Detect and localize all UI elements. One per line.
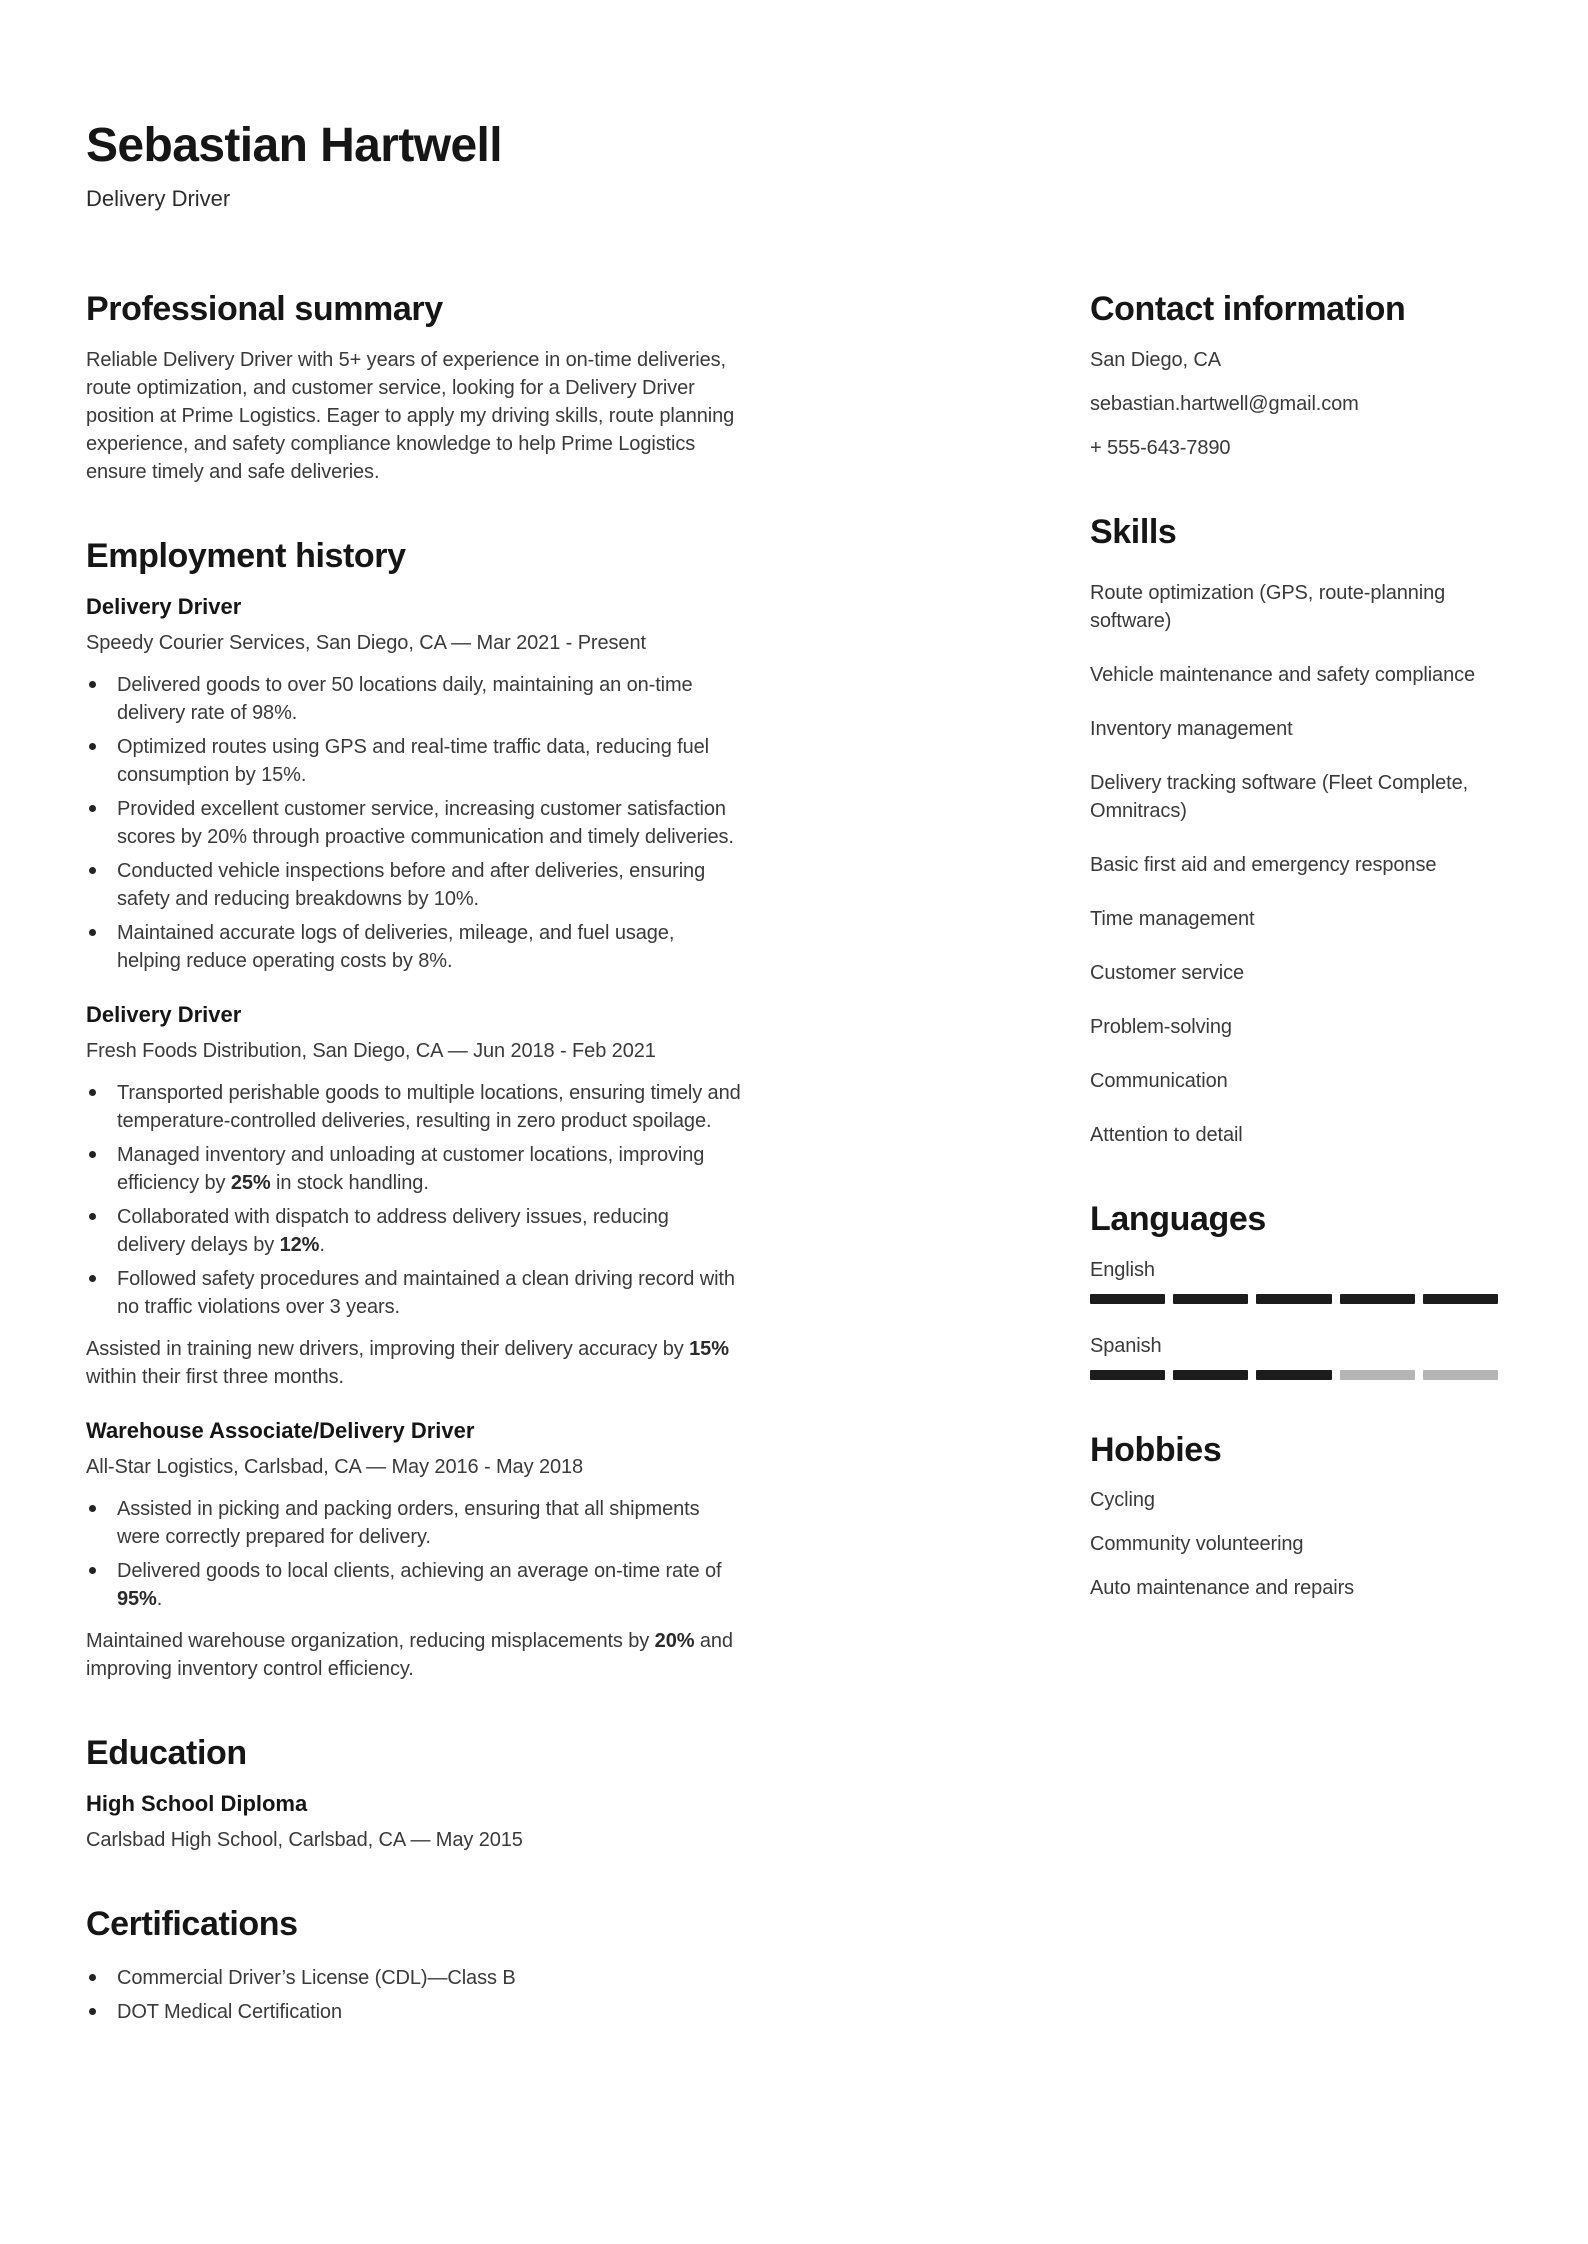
job-bullet: Conducted vehicle inspections before and after deliveries, ensuring safety and reducing breakdowns by 10%. xyxy=(86,857,742,913)
skills-heading: Skills xyxy=(1090,512,1177,551)
language-level-empty-segment xyxy=(1423,1370,1498,1380)
job-title: Warehouse Associate/Delivery Driver xyxy=(86,1417,475,1443)
resume-subtitle: Delivery Driver xyxy=(86,186,231,212)
professional-summary-heading: Professional summary xyxy=(86,290,443,329)
skill-item: Vehicle maintenance and safety compliance xyxy=(1090,663,1476,686)
language-level-bar xyxy=(1090,1294,1498,1304)
section-education xyxy=(86,1733,742,1854)
language-level-filled-segment xyxy=(1256,1370,1331,1380)
education-heading: Education xyxy=(86,1733,247,1772)
language-entry xyxy=(1090,1332,1498,1380)
resume-name: Sebastian Hartwell xyxy=(86,119,503,172)
job-note: Assisted in training new drivers, improving their delivery accuracy by 15% within their first three months. xyxy=(86,1337,729,1388)
job-bullet: Optimized routes using GPS and real-time traffic data, reducing fuel consumption by 15%. xyxy=(86,733,742,789)
language-level-bar xyxy=(1090,1370,1498,1380)
language-entry xyxy=(1090,1256,1498,1304)
language-level-filled-segment xyxy=(1090,1370,1165,1380)
language-level-filled-segment xyxy=(1090,1294,1165,1304)
right-column xyxy=(1090,289,1498,2026)
contact-phone: + 555-643-7890 xyxy=(1090,436,1231,459)
contact-information-heading: Contact information xyxy=(1090,290,1406,329)
job-bullet: Managed inventory and unloading at customer locations, improving efficiency by 25% in stock handling. xyxy=(86,1141,742,1197)
skill-item: Basic first aid and emergency response xyxy=(1090,853,1437,876)
education-meta: Carlsbad High School, Carlsbad, CA — May 2015 xyxy=(86,1828,523,1851)
section-contact-information xyxy=(1090,289,1498,462)
section-professional-summary xyxy=(86,289,742,486)
hobby-item: Cycling xyxy=(1090,1489,1155,1512)
employment-history-heading: Employment history xyxy=(86,536,406,575)
language-level-filled-segment xyxy=(1256,1294,1331,1304)
job-bullet: Followed safety procedures and maintained a clean driving record with no traffic violations over 3 years. xyxy=(86,1265,742,1321)
job-bullet-list xyxy=(86,1495,742,1613)
job-bullet: Delivered goods to over 50 locations daily, maintaining an on-time delivery rate of 98%. xyxy=(86,671,742,727)
skill-item: Attention to detail xyxy=(1090,1123,1243,1146)
language-name: Spanish xyxy=(1090,1334,1162,1357)
certifications-heading: Certifications xyxy=(86,1904,298,1943)
skill-item: Time management xyxy=(1090,907,1255,930)
job-bullet: Delivered goods to local clients, achieving an average on-time rate of 95%. xyxy=(86,1557,742,1613)
job-meta: All-Star Logistics, Carlsbad, CA — May 2016 - May 2018 xyxy=(86,1455,584,1478)
skill-item: Route optimization (GPS, route-planning software) xyxy=(1090,581,1446,632)
job-title: Delivery Driver xyxy=(86,1001,242,1027)
job-entry-2 xyxy=(86,1001,742,1391)
skill-item: Delivery tracking software (Fleet Complete, Omnitracs) xyxy=(1090,771,1469,822)
job-bullet: Assisted in picking and packing orders, ensuring that all shipments were correctly prepared for delivery. xyxy=(86,1495,742,1551)
contact-location: San Diego, CA xyxy=(1090,348,1221,371)
section-hobbies xyxy=(1090,1430,1498,1603)
language-level-filled-segment xyxy=(1173,1370,1248,1380)
skill-item: Problem-solving xyxy=(1090,1015,1232,1038)
section-certifications xyxy=(86,1904,742,2027)
job-bullet: Provided excellent customer service, increasing customer satisfaction scores by 20% through proactive communication and timely deliveries. xyxy=(86,795,742,851)
contact-email: sebastian.hartwell@gmail.com xyxy=(1090,392,1359,415)
languages-heading: Languages xyxy=(1090,1199,1266,1238)
job-bullet-list xyxy=(86,1079,742,1321)
section-skills xyxy=(1090,512,1498,1149)
language-level-empty-segment xyxy=(1340,1370,1415,1380)
job-meta: Fresh Foods Distribution, San Diego, CA — Jun 2018 - Feb 2021 xyxy=(86,1039,656,1062)
hobby-item: Auto maintenance and repairs xyxy=(1090,1577,1355,1600)
job-note: Maintained warehouse organization, reducing misplacements by 20% and improving inventory control efficiency. xyxy=(86,1629,733,1680)
job-bullet: Collaborated with dispatch to address delivery issues, reducing delivery delays by 12%. xyxy=(86,1203,742,1259)
language-level-filled-segment xyxy=(1173,1294,1248,1304)
job-meta: Speedy Courier Services, San Diego, CA — Mar 2021 - Present xyxy=(86,631,646,654)
skill-item: Communication xyxy=(1090,1069,1228,1092)
skill-item: Inventory management xyxy=(1090,717,1293,740)
certification-item: Commercial Driver’s License (CDL)—Class B xyxy=(86,1964,742,1992)
hobbies-heading: Hobbies xyxy=(1090,1430,1222,1469)
certification-item: DOT Medical Certification xyxy=(86,1998,742,2026)
job-bullet: Transported perishable goods to multiple locations, ensuring timely and temperature-controlled deliveries, resulting in zero product spoilage. xyxy=(86,1079,742,1135)
job-bullet-list xyxy=(86,671,742,975)
resume-columns xyxy=(86,289,1498,2026)
hobby-item: Community volunteering xyxy=(1090,1533,1304,1556)
professional-summary-text: Reliable Delivery Driver with 5+ years of experience in on-time deliveries, route optimization, and customer service, looking for a Delivery Driver position at Prime Logistics. Eager to apply my driving skills, route planning experience, and safety compliance knowledge to help Prime Logistics ensure timely and safe deliveries. xyxy=(86,348,735,483)
left-column xyxy=(86,289,742,2026)
language-level-filled-segment xyxy=(1340,1294,1415,1304)
section-languages xyxy=(1090,1199,1498,1380)
skill-item: Customer service xyxy=(1090,961,1244,984)
job-bullet: Maintained accurate logs of deliveries, mileage, and fuel usage, helping reduce operating costs by 8%. xyxy=(86,919,742,975)
certification-list xyxy=(86,1964,742,2026)
resume-header xyxy=(86,118,1498,213)
language-level-filled-segment xyxy=(1423,1294,1498,1304)
section-employment-history xyxy=(86,536,742,1683)
language-name: English xyxy=(1090,1258,1155,1281)
job-entry-1 xyxy=(86,593,742,975)
education-degree: High School Diploma xyxy=(86,1790,308,1816)
job-entry-3 xyxy=(86,1417,742,1683)
job-title: Delivery Driver xyxy=(86,593,242,619)
